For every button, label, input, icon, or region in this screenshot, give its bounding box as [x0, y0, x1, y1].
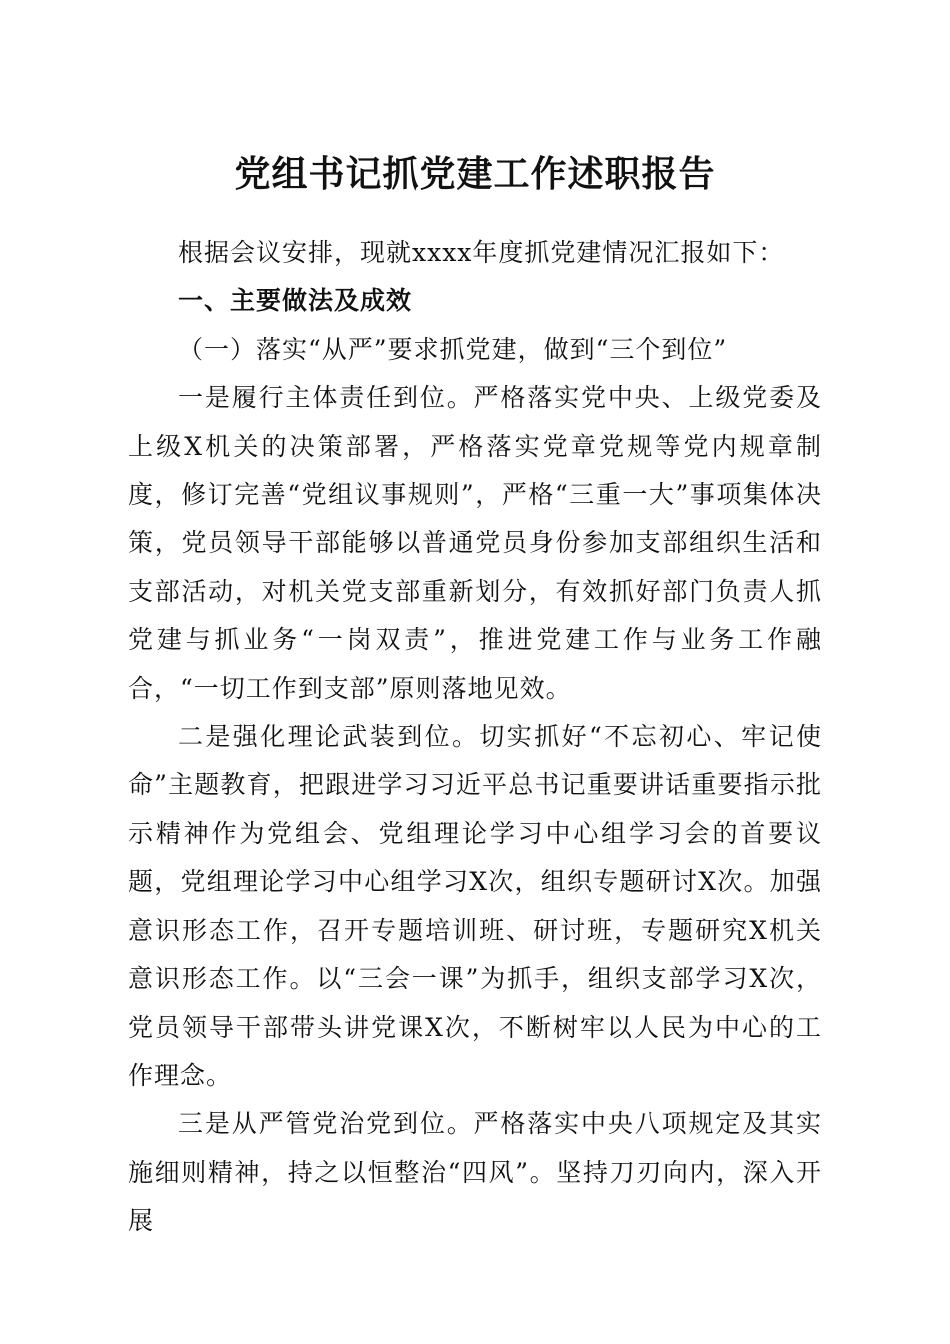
subsection-heading: （一）落实“从严”要求抓党建，做到“三个到位”: [178, 334, 728, 364]
body-paragraph-3: 三是从严管党治党到位。严格落实中央八项规定及其实施细则精神，持之以恒整治“四风”。坚持刀刃向内，深入开展: [128, 1109, 822, 1236]
document-title: 党组书记抓党建工作述职报告: [234, 153, 716, 195]
section-heading: 一、主要做法及成效: [178, 286, 413, 316]
document-body: [128, 229, 822, 1246]
body-paragraph-1: 一是履行主体责任到位。严格落实党中央、上级党委及上级X机关的决策部署，严格落实党章党规等党内规章制度，修订完善“党组议事规则”，严格“三重一大”事项集体决策，党员领导干部能够以普通党员身份参加支部组织生活和支部活动，对机关党支部重新划分，有效抓好部门负责人抓党建与抓业务“一岗双责”，推进党建工作与业务工作融合，“一切工作到支部”原则落地见效。: [128, 383, 822, 703]
body-paragraph-2: 二是强化理论武装到位。切实抓好“不忘初心、牢记使命”主题教育，把跟进学习习近平总书记重要讲话重要指示批示精神作为党组会、党组理论学习中心组学习会的首要议题，党组理论学习中心组学习X次，组织专题研讨X次。加强意识形态工作，召开专题培训班、研讨班，专题研究X机关意识形态工作。以“三会一课”为抓手，组织支部学习X次，党员领导干部带头讲党课X次，不断树牢以人民为中心的工作理念。: [128, 722, 822, 1090]
intro-paragraph: 根据会议安排，现就xxxx年度抓党建情况汇报如下：: [178, 238, 785, 267]
